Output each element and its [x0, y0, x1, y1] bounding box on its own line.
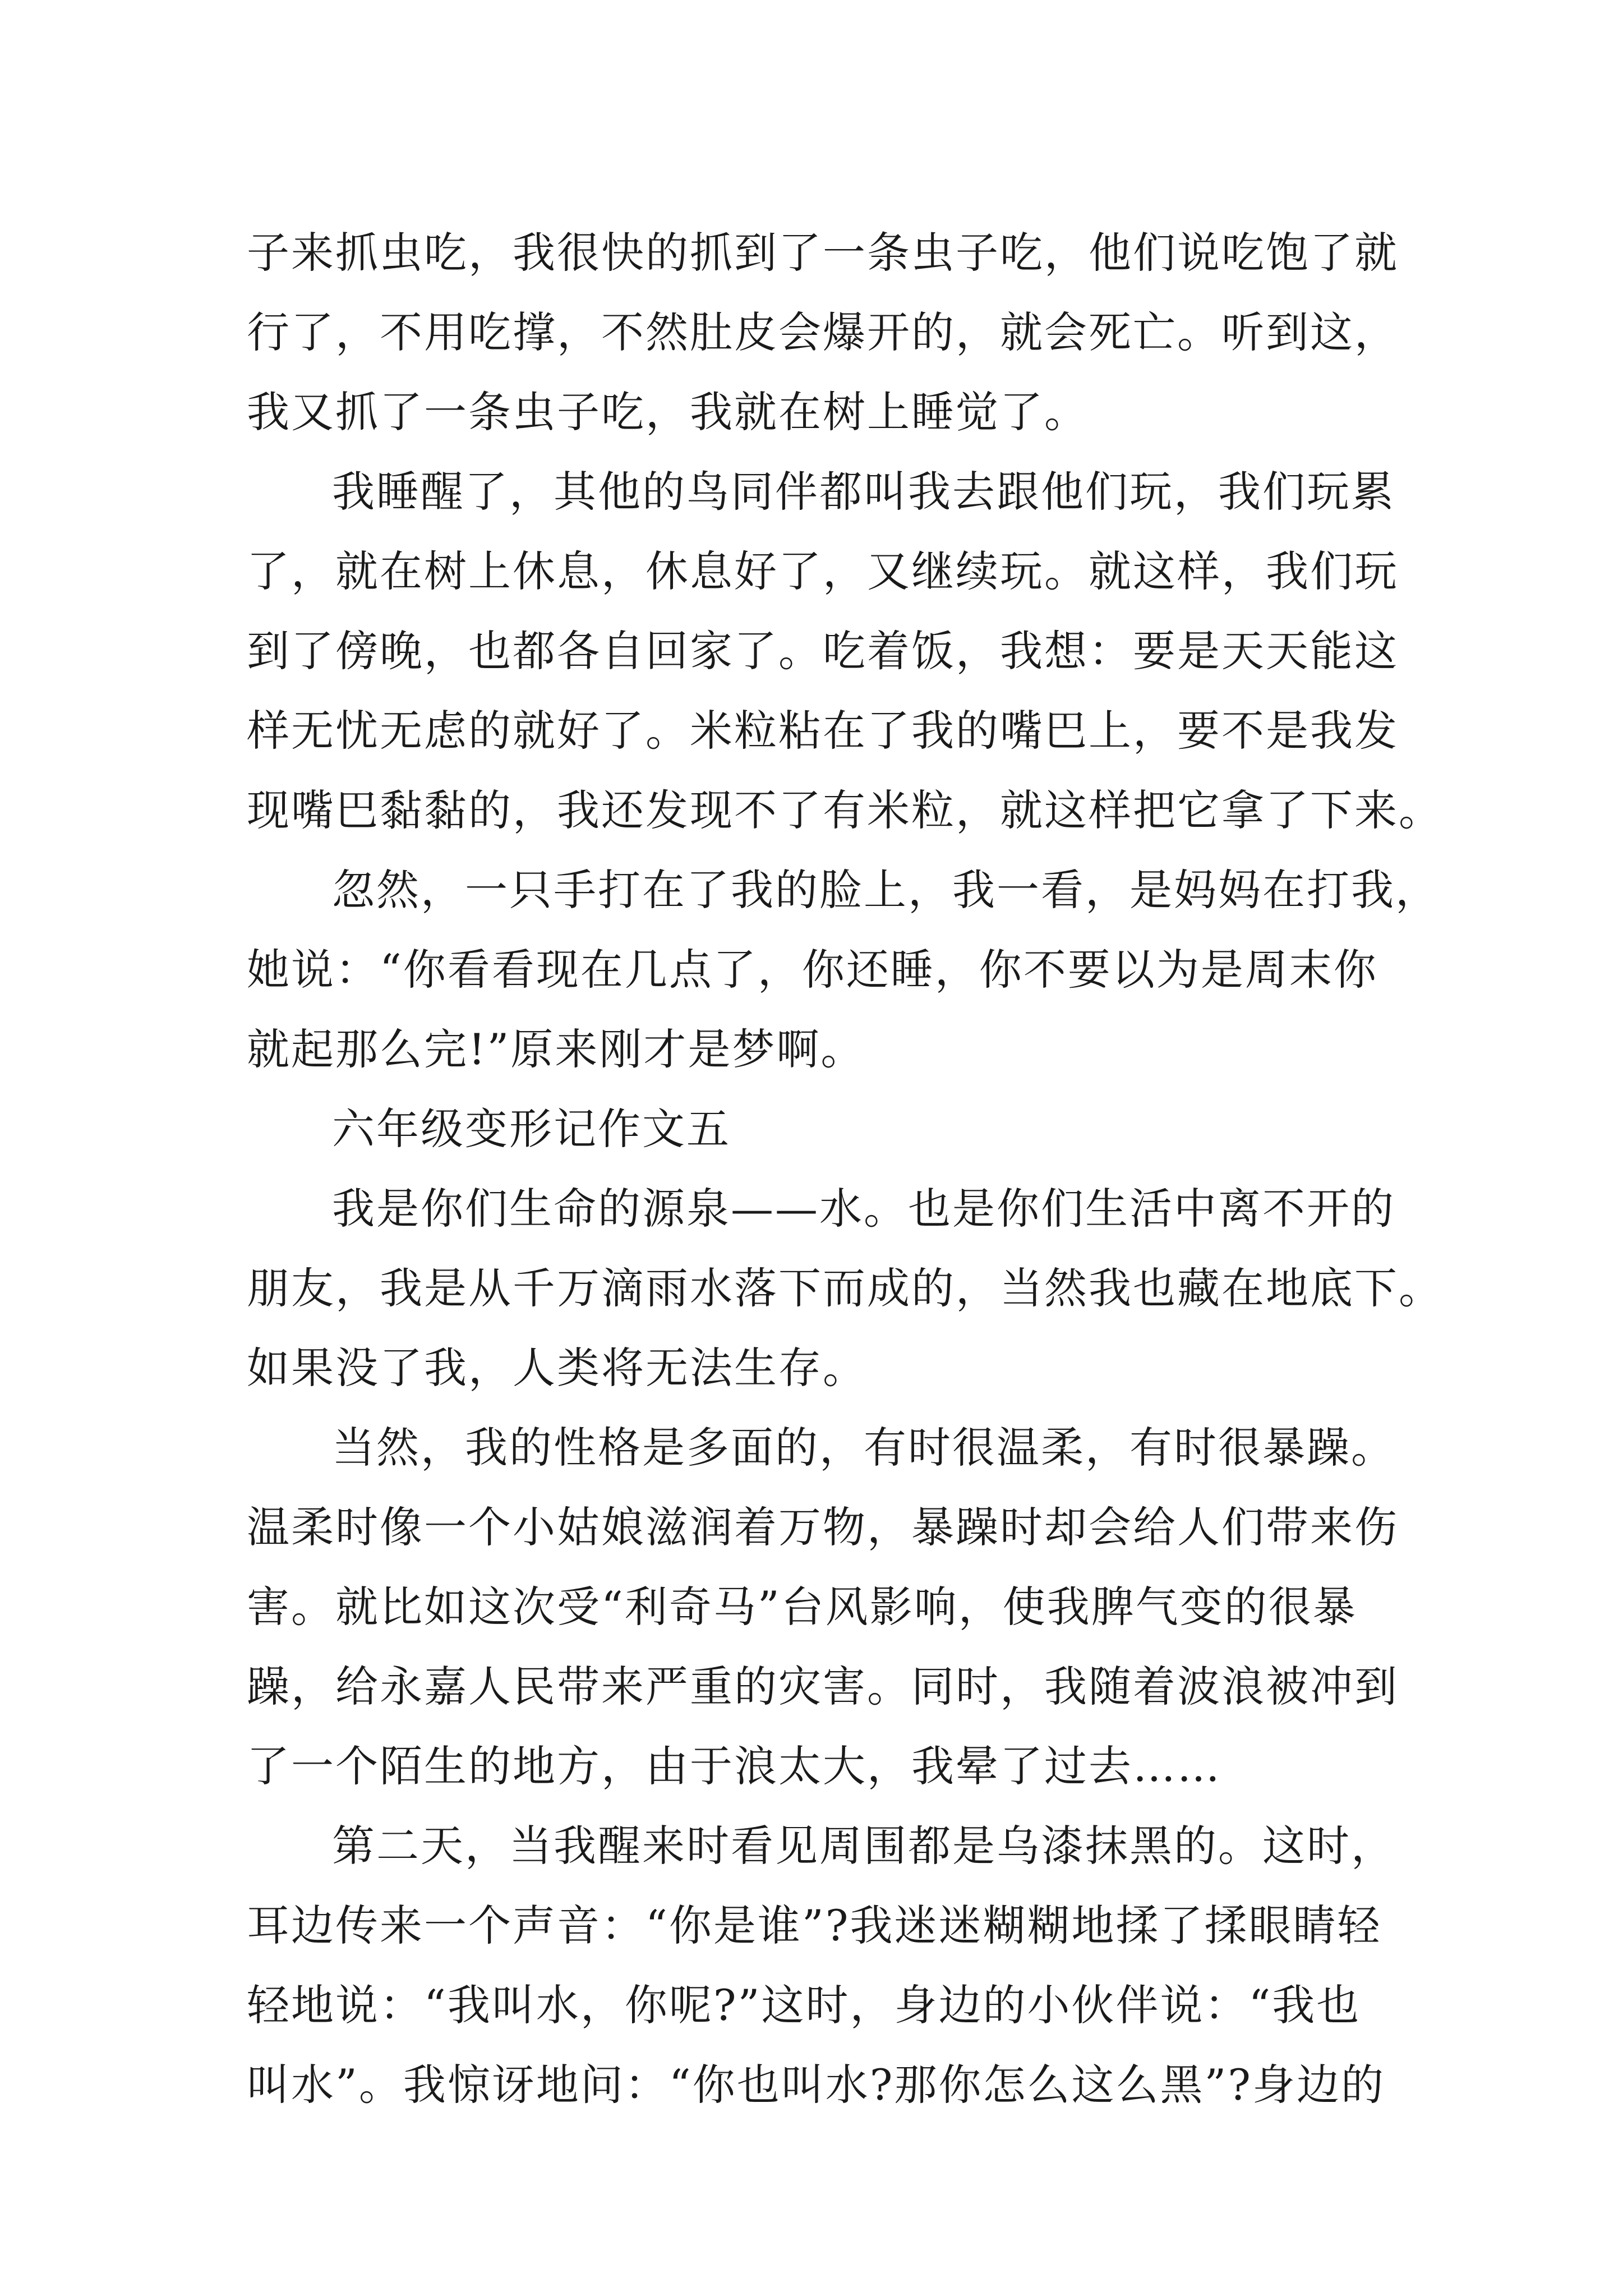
text-line: 了，就在树上休息，休息好了，又继续玩。就这样，我们玩	[247, 546, 1399, 596]
text-line: 她说：“你看看现在几点了，你还睡，你不要以为是周末你	[247, 945, 1378, 995]
text-line: 温柔时像一个小姑娘滋润着万物，暴躁时却会给人们带来伤	[247, 1502, 1399, 1552]
text-line: 耳边传来一个声音：“你是谁”?我迷迷糊糊地揉了揉眼睛轻	[247, 1901, 1382, 1950]
text-line: 叫水”。我惊讶地问：“你也叫水?那你怎么这么黑”?身边的	[247, 2060, 1386, 2110]
text-line: 朋友，我是从千万滴雨水落下而成的，当然我也藏在地底下。	[247, 1263, 1443, 1313]
text-line: 样无忧无虑的就好了。米粒粘在了我的嘴巴上，要不是我发	[247, 706, 1399, 756]
text-line: 害。就比如这次受“利奇马”台风影响，使我脾气变的很暴	[247, 1582, 1357, 1632]
text-line: 了一个陌生的地方，由于浪太大，我晕了过去……	[247, 1741, 1221, 1791]
paragraph-first-line: 我是你们生命的源泉——水。也是你们生活中离不开的	[332, 1184, 1395, 1234]
text-line: 子来抓虫吃，我很快的抓到了一条虫子吃，他们说吃饱了就	[247, 228, 1399, 278]
text-line: 如果没了我，人类将无法生存。	[247, 1343, 867, 1393]
paragraph-first-line: 忽然，一只手打在了我的脸上，我一看，是妈妈在打我，	[332, 865, 1440, 915]
text-line: 躁，给永嘉人民带来严重的灾害。同时，我随着波浪被冲到	[247, 1662, 1399, 1711]
text-line: 到了傍晚，也都各自回家了。吃着饭，我想：要是天天能这	[247, 626, 1399, 676]
paragraph-first-line: 第二天，当我醒来时看见周围都是乌漆抹黑的。这时，	[332, 1821, 1395, 1871]
text-line: 行了，不用吃撑，不然肚皮会爆开的，就会死亡。听到这，	[247, 307, 1399, 357]
paragraph-first-line: 我睡醒了，其他的鸟同伴都叫我去跟他们玩，我们玩累	[332, 467, 1395, 517]
text-line: 现嘴巴黏黏的，我还发现不了有米粒，就这样把它拿了下来。	[247, 785, 1443, 835]
text-line: 我又抓了一条虫子吃，我就在树上睡觉了。	[247, 387, 1089, 437]
section-heading: 六年级变形记作文五	[332, 1104, 731, 1154]
paragraph-first-line: 当然，我的性格是多面的，有时很温柔，有时很暴躁。	[332, 1423, 1395, 1473]
text-line: 轻地说：“我叫水，你呢?”这时，身边的小伙伴说：“我也	[247, 1980, 1361, 2030]
text-line: 就起那么完!”原来刚才是梦啊。	[247, 1024, 865, 1074]
document-body	[247, 213, 1443, 2125]
